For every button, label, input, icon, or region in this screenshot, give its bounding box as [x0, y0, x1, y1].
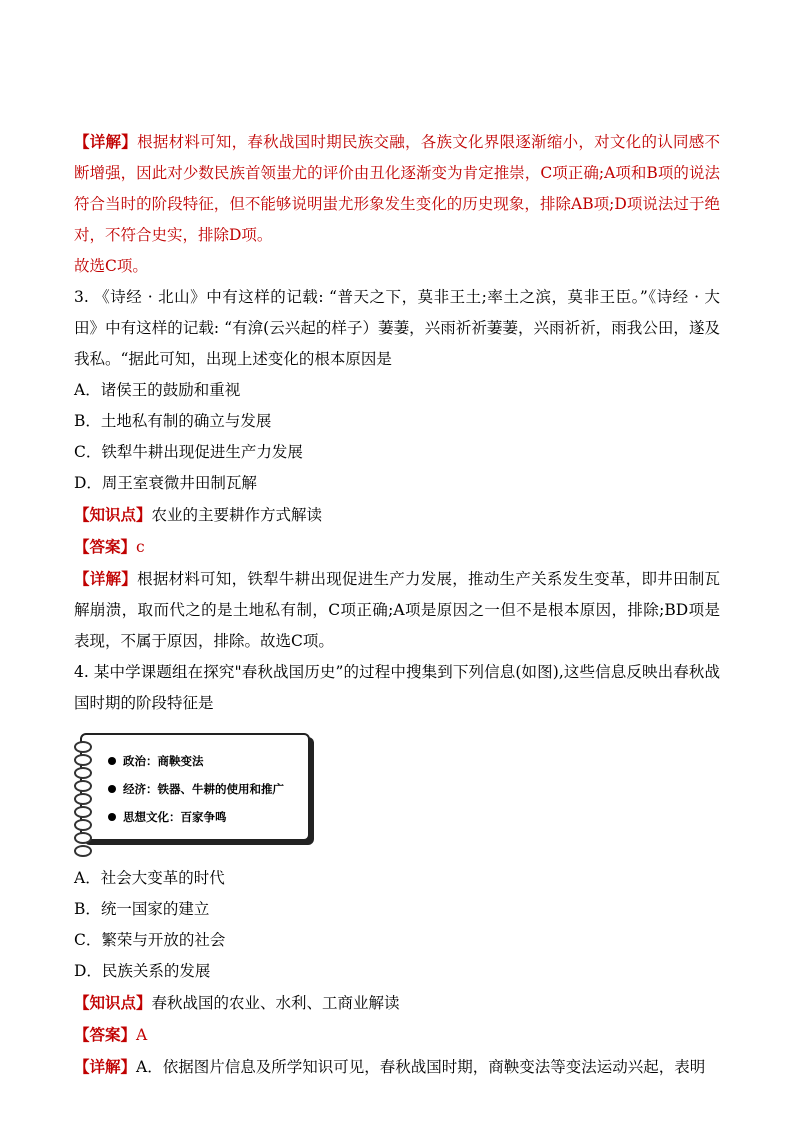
- q4-figure: [74, 727, 720, 857]
- figure-line-economy: 经济：铁器、牛耕的使用和推广: [108, 775, 284, 803]
- bullet-icon: [108, 785, 116, 793]
- q2-conclusion: 故选C项。: [74, 257, 148, 275]
- notebook-lines: [108, 747, 284, 831]
- bullet-icon: [108, 757, 116, 765]
- q4-detail-tag: 【详解】: [74, 1057, 137, 1076]
- q4-answer-tag: 【答案】: [74, 1025, 137, 1044]
- q4-option-b: B．统一国家的建立: [74, 900, 210, 918]
- notebook-card: [80, 733, 310, 841]
- q3-option-b: B．土地私有制的确立与发展: [74, 412, 272, 430]
- document-page: [74, 126, 720, 1083]
- q3-option-a: A．诸侯王的鼓励和重视: [74, 381, 241, 399]
- figure-line-politics: 政治：商鞅变法: [108, 747, 284, 775]
- q3-answer: [74, 531, 720, 563]
- q4-option-a: A．社会大变革的时代: [74, 869, 225, 887]
- q3-answer-tag: 【答案】: [74, 537, 137, 556]
- q3-knowledge-text: 农业的主要耕作方式解读: [151, 506, 323, 524]
- figure-line-culture: 思想文化：百家争鸣: [108, 803, 284, 831]
- q4-detail: [74, 1051, 720, 1083]
- q3-stem: 3. 《诗经 · 北山》中有这样的记载: “普天之下，莫非王土;率土之滨，莫非王臣。”《诗经 · 大田》中有这样的记载: “有渰(云兴起的样子）萋萋，兴雨祈祈萋萋，兴雨祈祈，雨我公田，遂及我私。“据此可知，出现上述变化的根本原因是: [74, 288, 720, 368]
- q2-detail-tag: 【详解】: [74, 132, 138, 151]
- q3-knowledge-tag: 【知识点】: [74, 505, 152, 524]
- q3-detail-tag: 【详解】: [74, 569, 138, 588]
- q3-option-d: D．周王室衰微井田制瓦解: [74, 474, 257, 492]
- q3-answer-text: c: [136, 538, 145, 556]
- q4-detail-text: A．依据图片信息及所学知识可见，春秋战国时期，商鞅变法等变法运动兴起，表明: [136, 1058, 706, 1076]
- q4-answer: [74, 1019, 720, 1051]
- q4-option-d: D．民族关系的发展: [74, 962, 211, 980]
- bullet-icon: [108, 813, 116, 821]
- q4-answer-text: A: [136, 1026, 148, 1044]
- q4-option-c: C．繁荣与开放的社会: [74, 931, 226, 949]
- q3-option-c: C．铁犁牛耕出现促进生产力发展: [74, 443, 303, 461]
- q2-detail-text: 根据材料可知，春秋战国时期民族交融，各族文化界限逐渐缩小，对文化的认同感不断增强，因此对少数民族首领蚩尤的评价由丑化逐渐变为肯定推崇，C项正确;A项和B项的说法符合当时的阶段特征，但不能够说明蚩尤形象发生变化的历史现象，排除AB项;D项说法过于绝对，不符合史实，排除D项。: [74, 133, 720, 244]
- q4-knowledge-text: 春秋战国的农业、水利、工商业解读: [151, 994, 400, 1012]
- q2-detail: [74, 126, 720, 251]
- q3-detail-text: 根据材料可知，铁犁牛耕出现促进生产力发展，推动生产关系发生变革，即井田制瓦解崩溃，取而代之的是土地私有制，C项正确;A项是原因之一但不是根本原因，排除;BD项是表现，不属于原因，排除。故选C项。: [74, 570, 720, 650]
- q4-stem: 4. 某中学课题组在探究"春秋战国历史”的过程中搜集到下列信息(如图),这些信息反映出春秋战国时期的阶段特征是: [74, 663, 720, 712]
- q3-knowledge: [74, 499, 720, 531]
- q4-knowledge: [74, 987, 720, 1019]
- q3-detail: [74, 563, 720, 657]
- q4-knowledge-tag: 【知识点】: [74, 993, 152, 1012]
- spiral-binding-icon: [74, 741, 94, 833]
